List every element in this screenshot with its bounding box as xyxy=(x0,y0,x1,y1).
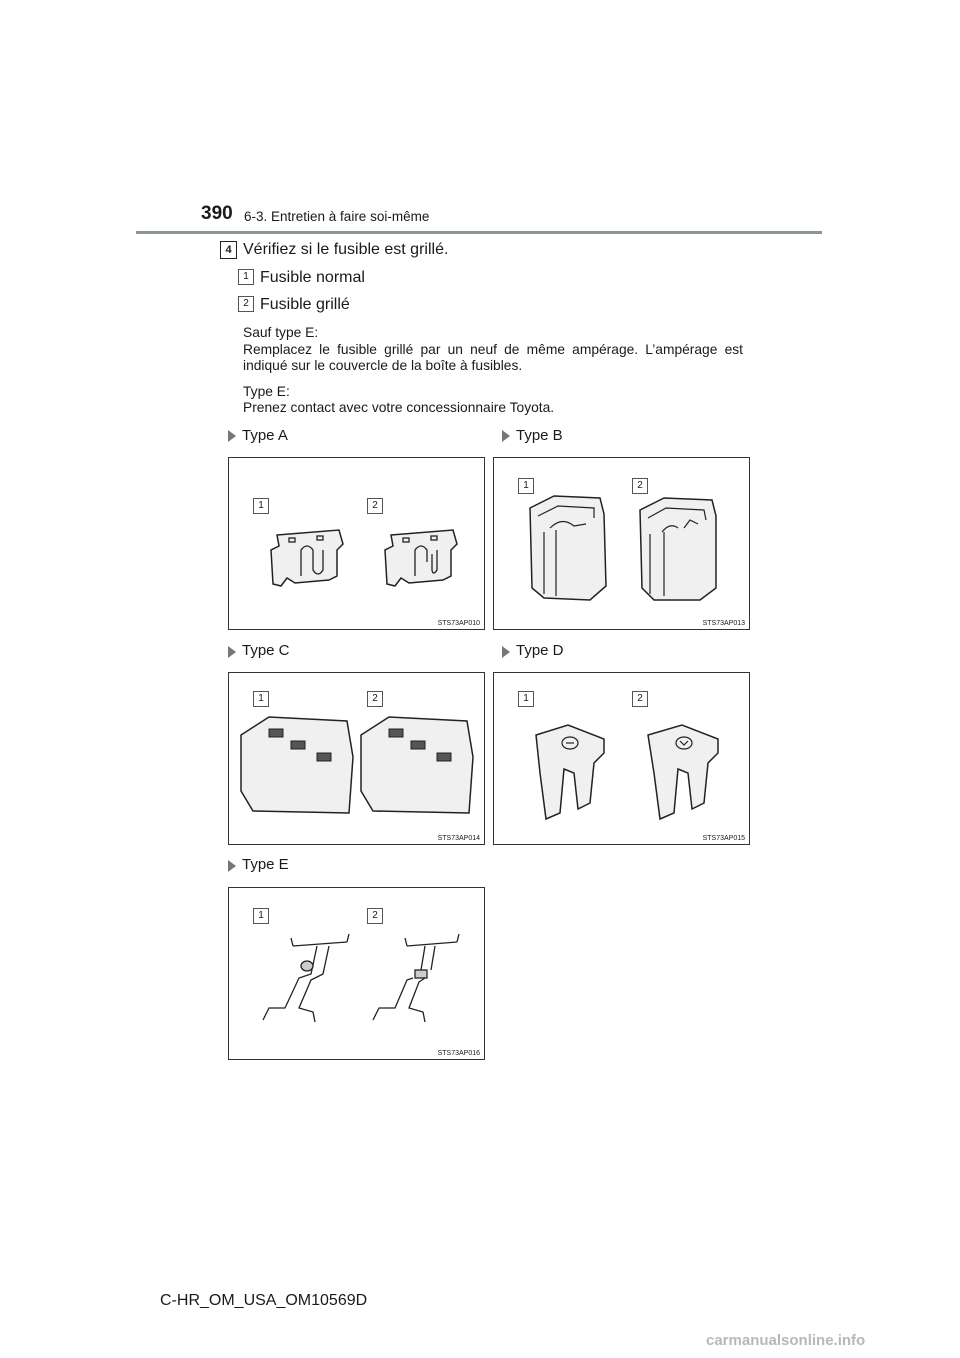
type-e-label: Type E xyxy=(242,856,289,873)
legend-label-normal: Fusible normal xyxy=(260,269,365,286)
type-b-figure xyxy=(493,457,750,630)
badge-normal: 1 xyxy=(518,691,534,707)
legend-label-blown: Fusible grillé xyxy=(260,296,350,313)
bullet-arrow-icon xyxy=(502,646,510,658)
type-a-label: Type A xyxy=(242,427,288,444)
badge-blown: 2 xyxy=(367,691,383,707)
figure-code: STS73AP013 xyxy=(702,620,745,627)
watermark: carmanualsonline.info xyxy=(706,1332,866,1349)
bullet-arrow-icon xyxy=(228,860,236,872)
note-type-e-body: Prenez contact avec votre concessionnaire Toyota. xyxy=(243,400,555,415)
figure-code: STS73AP010 xyxy=(437,620,480,627)
badge-normal: 1 xyxy=(253,908,269,924)
type-c-label: Type C xyxy=(242,642,290,659)
figure-code: STS73AP014 xyxy=(437,835,480,842)
type-e-figure xyxy=(228,887,485,1060)
type-d-figure xyxy=(493,672,750,845)
bullet-arrow-icon xyxy=(502,430,510,442)
section-title: 6-3. Entretien à faire soi-même xyxy=(244,209,430,224)
type-c-figure xyxy=(228,672,485,845)
badge-blown: 2 xyxy=(632,691,648,707)
bullet-arrow-icon xyxy=(228,430,236,442)
type-b-label: Type B xyxy=(516,427,563,444)
badge-normal: 1 xyxy=(518,478,534,494)
badge-normal: 1 xyxy=(253,498,269,514)
step-instruction: Vérifiez si le fusible est grillé. xyxy=(243,241,449,258)
note-type-e-title: Type E: xyxy=(243,384,290,399)
badge-blown: 2 xyxy=(367,908,383,924)
note-except-e-title: Sauf type E: xyxy=(243,325,319,340)
step-number-badge: 4 xyxy=(220,241,237,259)
type-a-fuse-illustration xyxy=(229,458,486,631)
bullet-arrow-icon xyxy=(228,646,236,658)
badge-blown: 2 xyxy=(367,498,383,514)
type-a-figure xyxy=(228,457,485,630)
badge-blown: 2 xyxy=(632,478,648,494)
figure-code: STS73AP016 xyxy=(437,1050,480,1057)
legend-badge-1: 1 xyxy=(238,269,254,285)
type-d-label: Type D xyxy=(516,642,564,659)
legend-badge-2: 2 xyxy=(238,296,254,312)
document-code: C-HR_OM_USA_OM10569D xyxy=(160,1292,368,1309)
figure-code: STS73AP015 xyxy=(702,835,745,842)
note-except-e-body: Remplacez le fusible grillé par un neuf de même ampérage. L’ampérage est indiqué sur le couvercle de la boîte à fusibles. xyxy=(243,342,743,373)
header-divider xyxy=(136,231,822,234)
badge-normal: 1 xyxy=(253,691,269,707)
page-number: 390 xyxy=(201,203,233,224)
